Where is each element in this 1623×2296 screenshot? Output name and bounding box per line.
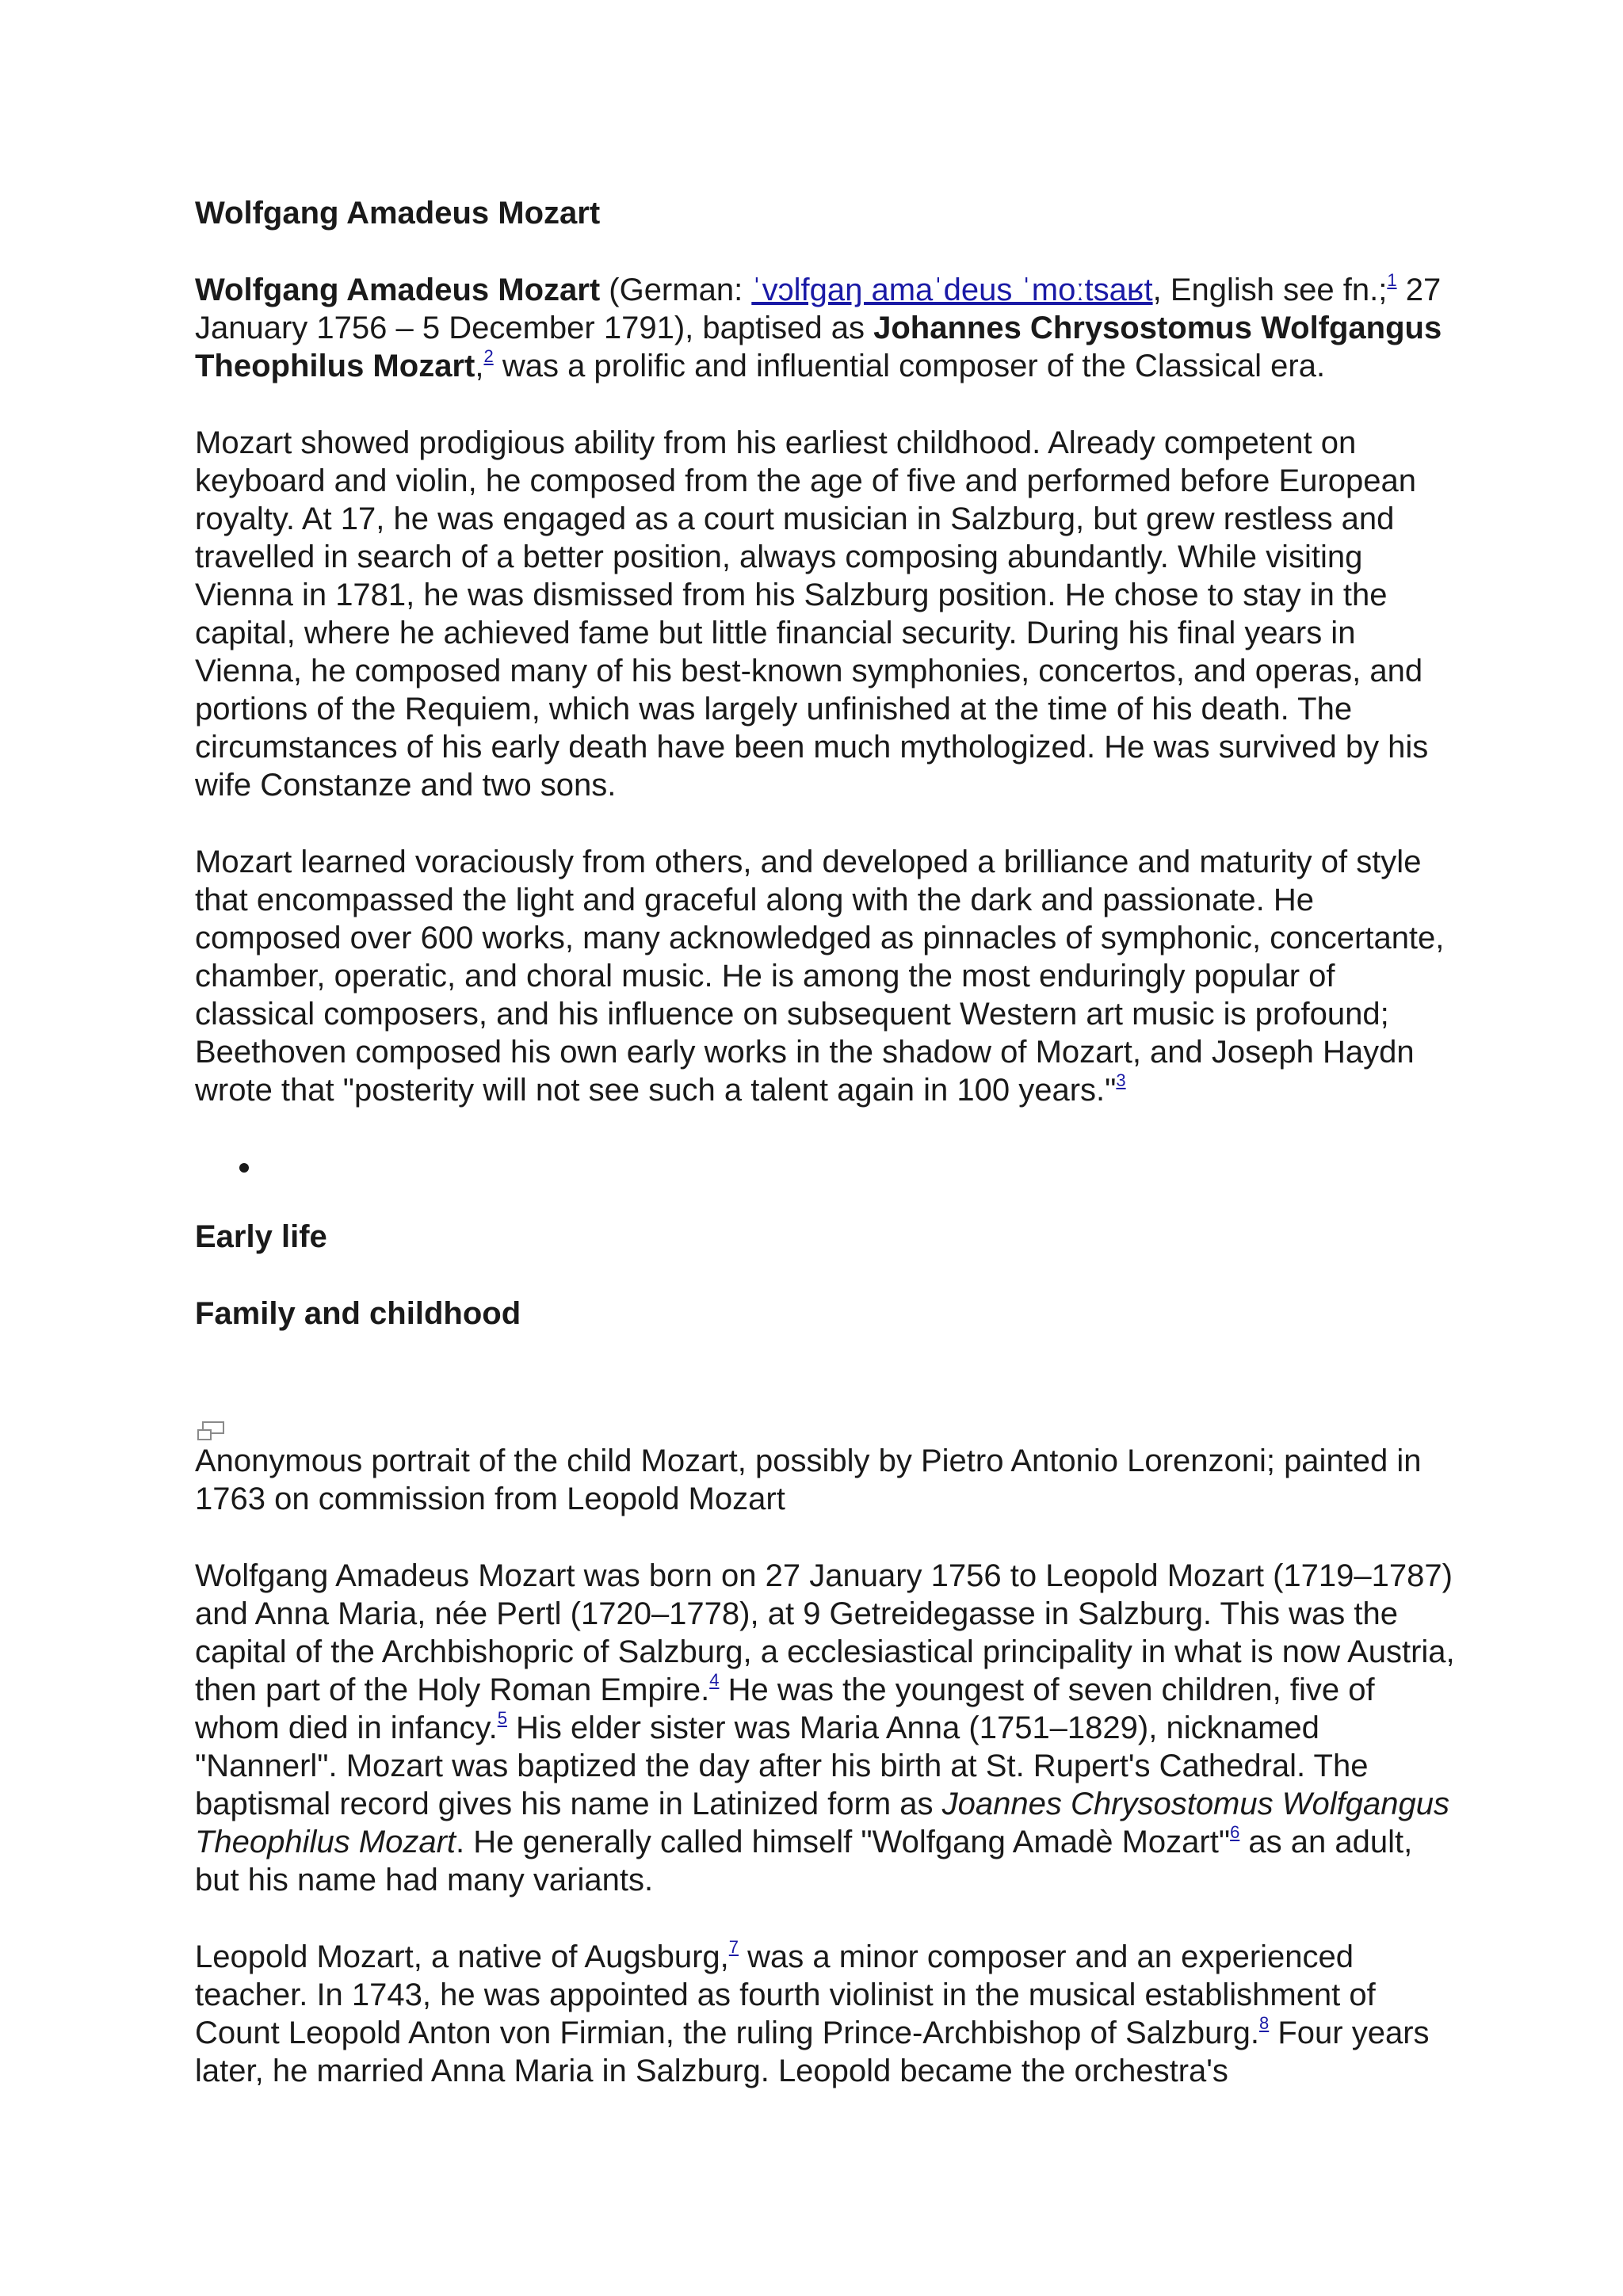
list-item xyxy=(195,1148,1455,1186)
empty-bullet-list xyxy=(195,1148,1455,1186)
footnote-ref-3[interactable]: 3 xyxy=(1116,1070,1126,1090)
footnote-ref-6[interactable]: 6 xyxy=(1230,1822,1240,1842)
portrait-caption: Anonymous portrait of the child Mozart, possibly by Pietro Antonio Lorenzoni; painted in 1763 on commission from Leopold Mozart xyxy=(195,1444,1422,1516)
footnote-ref-4[interactable]: 4 xyxy=(709,1670,720,1690)
footnote-ref-2[interactable]: 2 xyxy=(483,346,494,366)
paragraph-leopold: Leopold Mozart, a native of Augsburg,$^7$ was a minor composer and an experienced teacher. In 1743, he was appointed as fourth violinist in the musical establishment of Count Leopold Anton von Firmian, the ruling Prince-Archbishop of Salzburg.$^8$ Four years later, he married Anna Maria in Salzburg. Leopold became the orchestra's xyxy=(195,1937,1430,2088)
footnote-ref-1[interactable]: 1 xyxy=(1387,270,1397,290)
paragraph-legacy: Mozart learned voraciously from others, and developed a brilliance and maturity of style that encompassed the light and graceful along with the dark and passionate. He composed over 600 works, many acknowledged as pinnacles of symphonic, concertante, chamber, operatic, and choral music. He is among the most enduringly popular of classical composers, and his influence on subsequent Western art music is profound; Beethoven composed his own early works in the shadow of Mozart, and Joseph Haydn wrote that "posterity will not see such a talent again in 100 years."$^3$ xyxy=(195,845,1445,1108)
heading-family-childhood: Family and childhood xyxy=(195,1296,521,1331)
baptismal-name: Johannes Chrysostomus Wolfgangus Theophilus Mozart xyxy=(195,311,1442,383)
portrait-figure xyxy=(195,1415,1455,1518)
image-placeholder-icon[interactable] xyxy=(195,1415,227,1439)
document-page xyxy=(195,194,1455,2129)
footnote-ref-8[interactable]: 8 xyxy=(1259,2013,1270,2033)
paragraph-birth: Wolfgang Amadeus Mozart was born on 27 January 1756 to Leopold Mozart (1719–1787) and Anna Maria, née Pertl (1720–1778), at 9 Getreidegasse in Salzburg. This was the capital of the Archbishopric of Salzburg, a ecclesiastical principality in what is now Austria, then part of the Holy Roman Empire.$^4$ He was the youngest of seven children, five of whom died in infancy.$^5$ His elder sister was Maria Anna (1751–1829), nicknamed "Nannerl". Mozart was baptized the day after his birth at St. Rupert's Cathedral. The baptismal record gives his name in Latinized form as Joannes Chrysostomus Wolfgangus Theophilus Mozart. He generally called himself "Wolfgang Amadè Mozart"$^6$ as an adult, but his name had many variants. xyxy=(195,1558,1455,1897)
subject-name: Wolfgang Amadeus Mozart xyxy=(195,273,601,307)
footnote-ref-7[interactable]: 7 xyxy=(728,1937,739,1957)
document-title: Wolfgang Amadeus Mozart xyxy=(195,196,601,231)
heading-early-life: Early life xyxy=(195,1219,327,1254)
footnote-ref-5[interactable]: 5 xyxy=(497,1708,507,1728)
paragraph-career: Mozart showed prodigious ability from his earliest childhood. Already competent on keyboard and violin, he composed from the age of five and performed before European royalty. At 17, he was engaged as a court musician in Salzburg, but grew restless and travelled in search of a better position, always composing abundantly. While visiting Vienna in 1781, he was dismissed from his Salzburg position. He chose to stay in the capital, where he achieved fame but little financial security. During his final years in Vienna, he composed many of his best-known symphonies, concertos, and operas, and portions of the Requiem, which was largely unfinished at the time of his death. The circumstances of his early death have been much mythologized. He was survived by his wife Constanze and two sons. xyxy=(195,425,1429,803)
ipa-pronunciation-link[interactable]: ˈvɔlfɡaŋ amaˈdeus ˈmoːtsaʁt xyxy=(751,273,1153,307)
latin-name: Joannes Chrysostomus Wolfgangus Theophilus Mozart xyxy=(195,1787,1449,1859)
bullet-icon xyxy=(239,1163,249,1173)
intro-paragraph: Wolfgang Amadeus Mozart (German: ˈvɔlfɡaŋ amaˈdeus ˈmoːtsaʁt, English see fn.;$^1$ 27 January 1756 – 5 December 1791), baptised as Johannes Chrysostomus Wolfgangus Theophilus Mozart,$^2$ was a prolific and influential composer of the Classical era. xyxy=(195,270,1442,383)
